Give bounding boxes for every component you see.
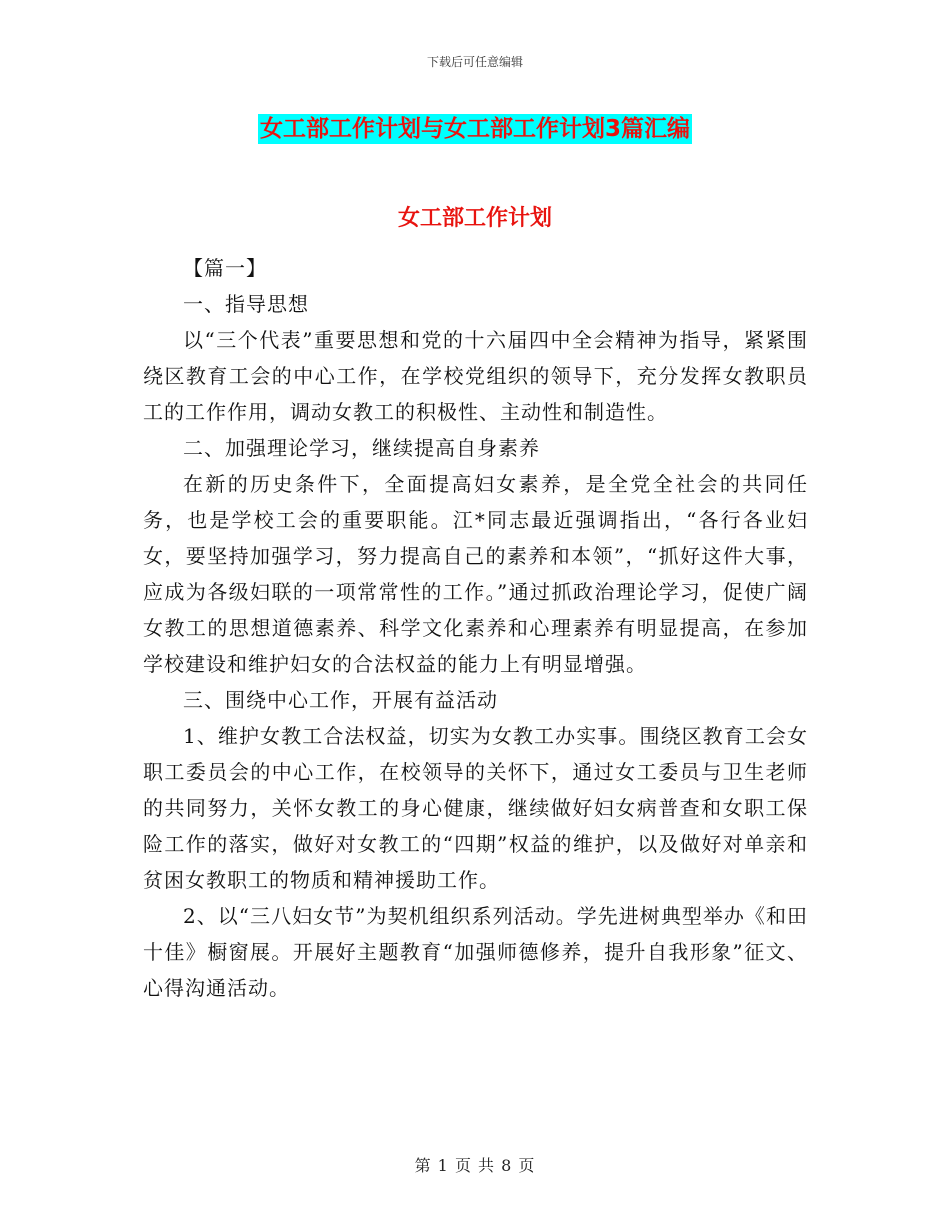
paragraph-4: 二、加强理论学习，继续提高自身素养 (183, 436, 540, 460)
paragraph-5: 在新的历史条件下，全面提高妇女素养，是全党全社会的共同任务，也是学校工会的重要职能。江*同志最近强调指出，“各行各业妇女，要坚持加强学习，努力提高自己的素养和本领”，“抓好这件大事，应成为各级妇联的一项常常性的工作。”通过抓政治理论学习，促使广阔女教工的思想道德素养、科学文化素养和心理素养有明显提高，在参加学校建设和维护妇女的合法权益的能力上有明显增强。 (143, 472, 808, 676)
page-header: 下载后可任意编辑 (426, 55, 523, 69)
section-subtitle: 女工部工作计划 (397, 206, 552, 231)
document-title (0, 110, 950, 143)
paragraph-2: 一、指导思想 (183, 292, 309, 316)
page-footer: 第 1 页 共 8 页 (414, 1156, 536, 1175)
paragraph-6: 三、围绕中心工作，开展有益活动 (183, 688, 498, 712)
paragraph-7: 1、维护女教工合法权益，切实为女教工办实事。围绕区教育工会女职工委员会的中心工作，在校领导的关怀下，通过女工委员与卫生老师的共同努力，关怀女教工的身心健康，继续做好妇女病普查和女职工保险工作的落实，做好对女教工的“四期”权益的维护，以及做好对单亲和贫困女教职工的物质和精神援助工作。 (143, 724, 808, 892)
paragraph-1: 【篇一】 (183, 256, 267, 280)
document-title-highlight: 女工部工作计划与女工部工作计划3篇汇编 (259, 116, 690, 142)
document-body (143, 250, 808, 1006)
paragraph-8: 2、以“三八妇女节”为契机组织系列活动。学先进树典型举办《和田十佳》橱窗展。开展好主题教育“加强师德修养，提升自我形象”征文、心得沟通活动。 (143, 904, 808, 1000)
paragraph-3: 以“三个代表”重要思想和党的十六届四中全会精神为指导，紧紧围绕区教育工会的中心工作，在学校党组织的领导下，充分发挥女教职员工的工作作用，调动女教工的积极性、主动性和制造性。 (143, 328, 808, 424)
